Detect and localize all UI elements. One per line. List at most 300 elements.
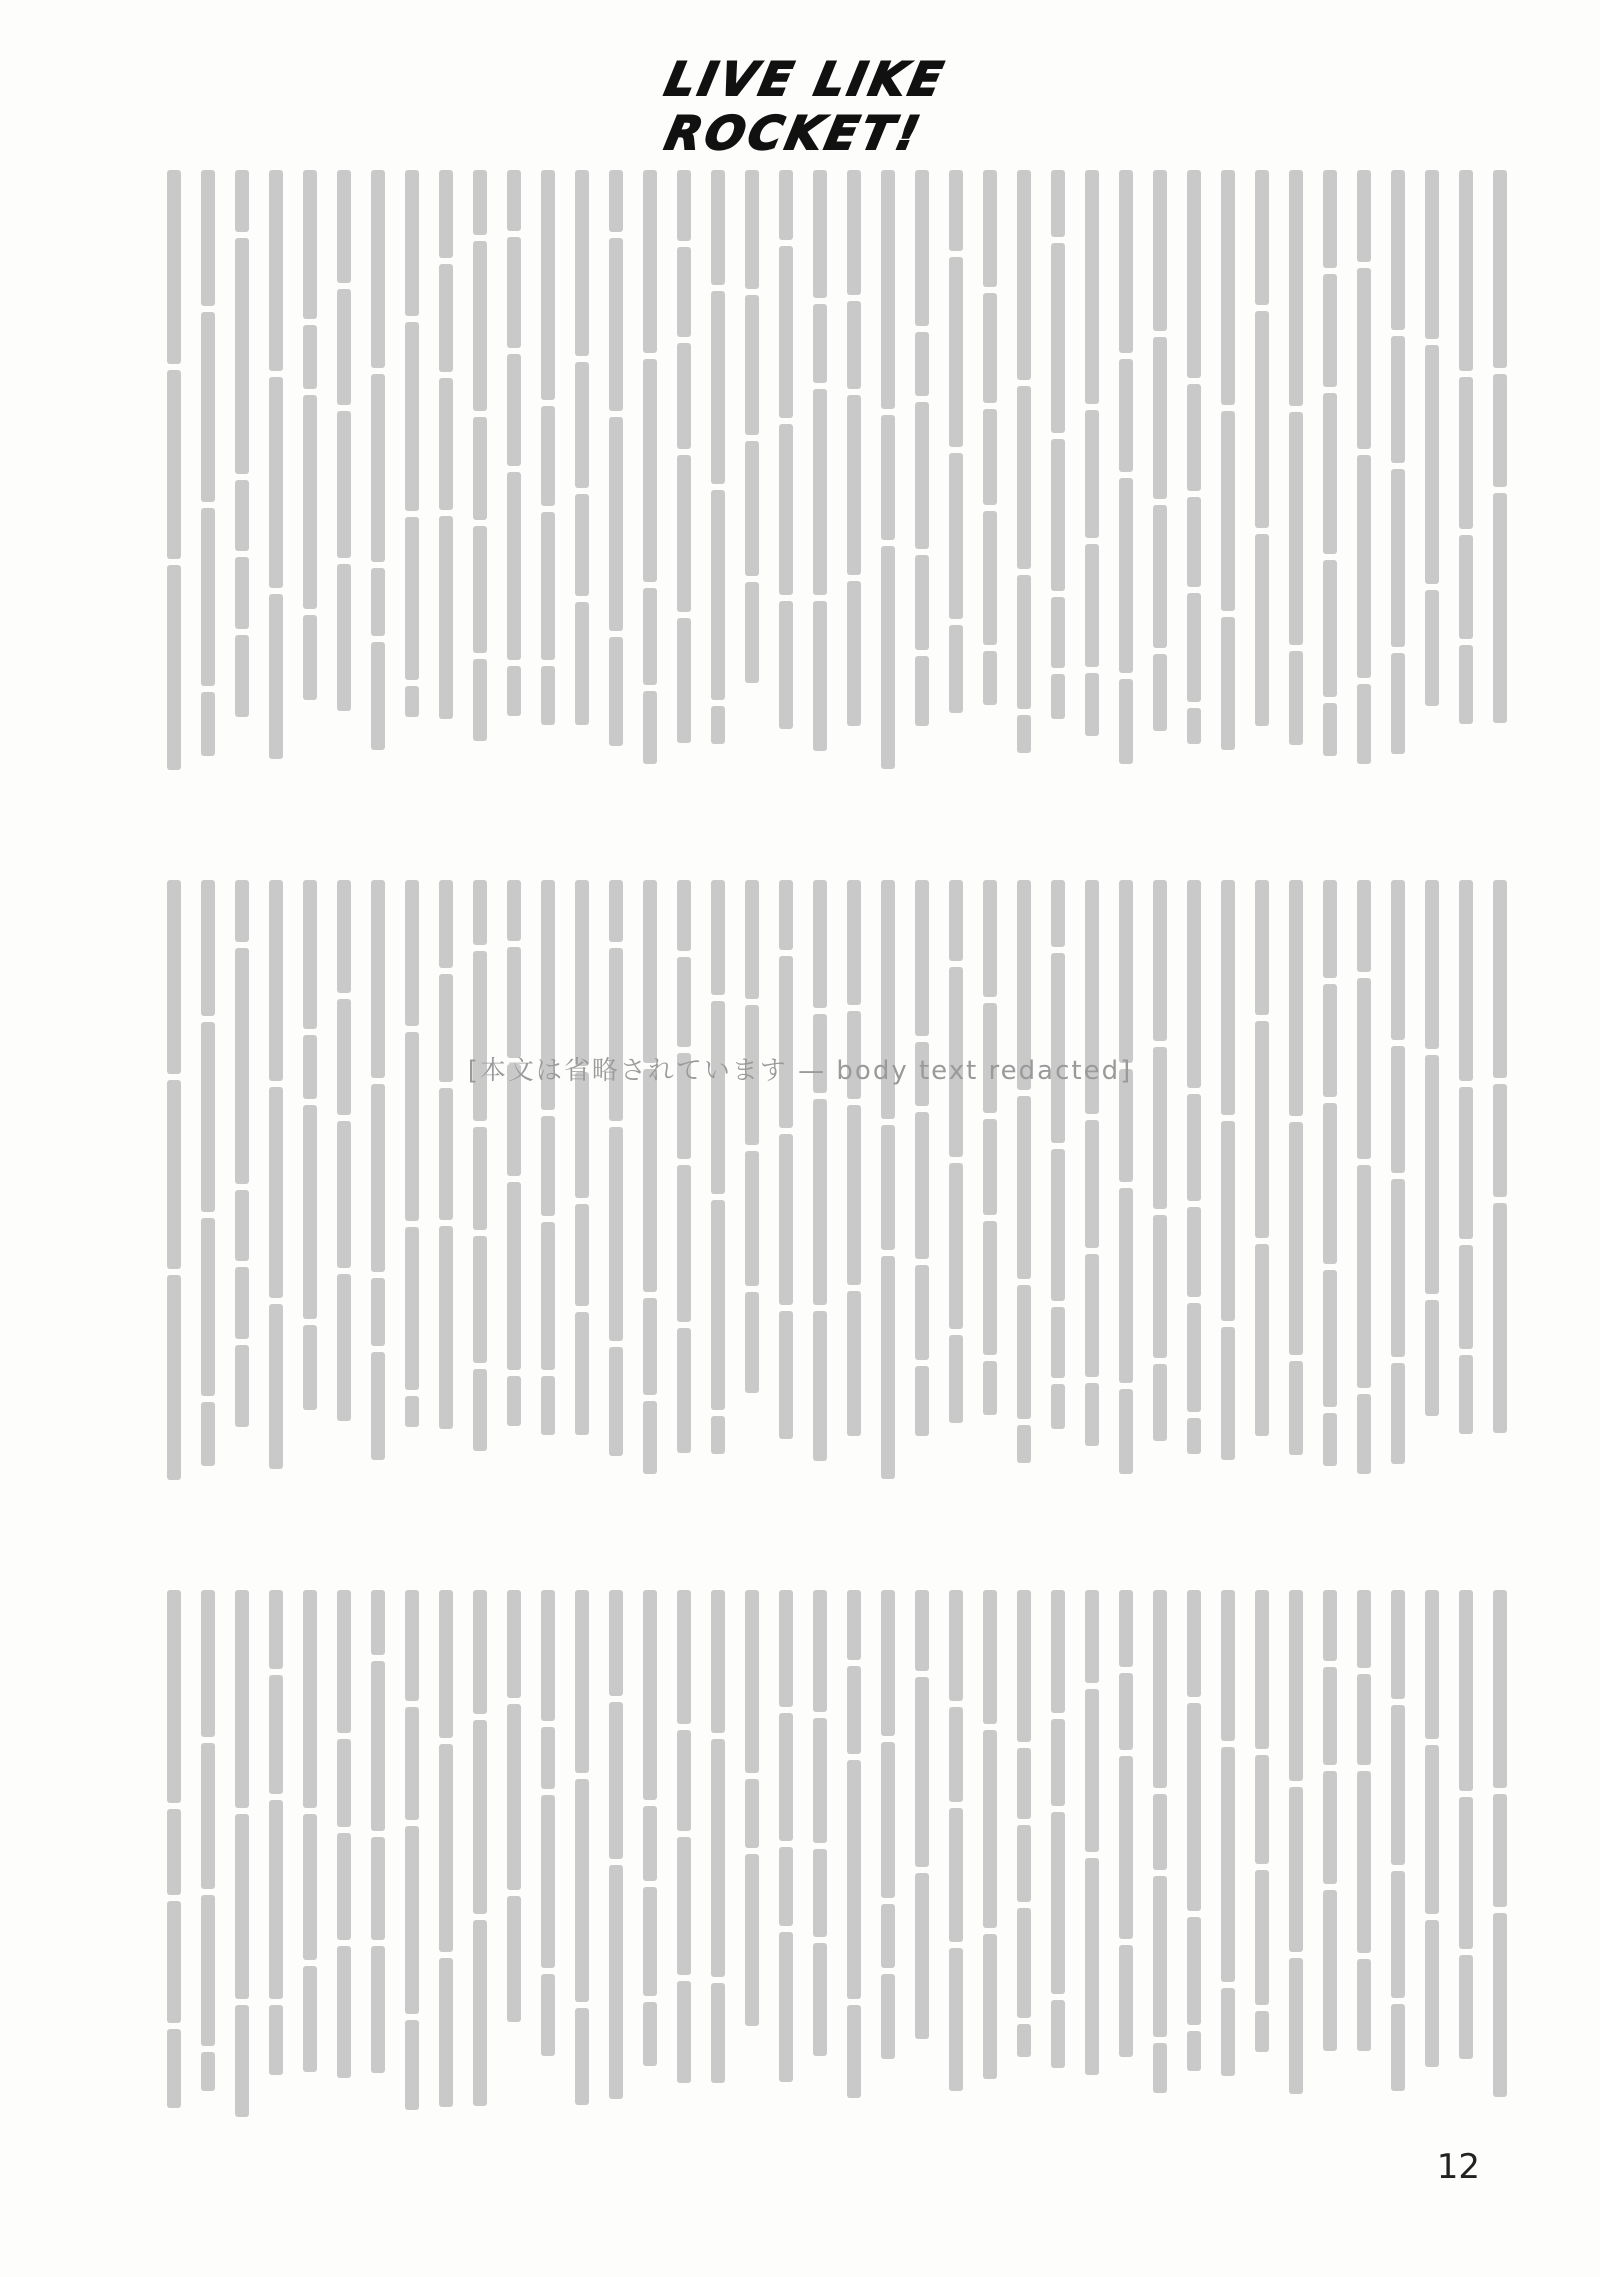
redacted-text-segment [575,602,589,726]
redacted-text-segment [1187,1590,1201,1697]
redacted-text-column [1320,1590,1340,2150]
redacted-text-segment [1323,274,1337,387]
redacted-text-segment [303,395,317,608]
redacted-text-segment [1391,653,1405,753]
redacted-text-segment [575,1590,589,1773]
redacted-text-segment [1357,1394,1371,1474]
redacted-text-column [402,170,422,810]
redacted-text-segment [711,1001,725,1194]
redacted-text-column [1286,880,1306,1520]
redacted-text-segment [745,1590,759,1773]
redacted-text-column [1082,170,1102,810]
redacted-text-segment [541,1590,555,1721]
redacted-text-segment [1425,170,1439,339]
redacted-text-segment [1425,1745,1439,1914]
redacted-text-segment [1153,654,1167,731]
redacted-text-segment [541,666,555,725]
redacted-text-segment [1493,170,1507,368]
redacted-text-segment [1493,493,1507,723]
redacted-text-segment [915,1366,929,1436]
redacted-text-segment [847,395,861,575]
redacted-text-segment [575,170,589,356]
redacted-text-segment [1493,1794,1507,1907]
redacted-text-segment [1459,535,1473,639]
redacted-text-segment [337,1590,351,1733]
redacted-text-segment [711,490,725,700]
redacted-text-segment [983,293,997,404]
redacted-text-column [402,880,422,1520]
redacted-text-segment [235,880,249,942]
redacted-text-segment [1323,703,1337,756]
redacted-text-segment [1051,439,1065,591]
redacted-text-segment [1051,1149,1065,1301]
redacted-text-column [1422,170,1442,810]
redacted-text-segment [1221,1747,1235,1982]
redacted-text-segment [847,301,861,389]
redacted-text-column [674,170,694,810]
redacted-text-column [980,1590,1000,2150]
redacted-text-segment [1017,386,1031,569]
redacted-text-segment [1357,1959,1371,2051]
redacted-text-segment [541,1376,555,1435]
redacted-text-column [232,880,252,1520]
redacted-text-column [742,170,762,810]
redacted-text-segment [1493,1203,1507,1433]
redacted-text-column [946,170,966,810]
redacted-text-segment [235,480,249,550]
redacted-text-segment [1255,880,1269,1015]
redacted-text-segment [1119,880,1133,1063]
redacted-text-column [504,1590,524,2150]
redacted-text-segment [1119,1756,1133,1939]
redacted-text-segment [745,1854,759,2026]
redacted-text-segment [1221,617,1235,749]
redacted-text-segment [337,1739,351,1827]
redacted-text-segment [1289,1787,1303,1952]
redacted-text-segment [915,1112,929,1259]
redacted-text-segment [269,1304,283,1469]
redacted-text-column [1422,1590,1442,2150]
redacted-text-column [980,880,1000,1520]
redacted-text-segment [1357,1165,1371,1388]
redacted-text-segment [269,377,283,588]
redacted-text-segment [269,594,283,759]
redacted-text-segment [949,880,963,961]
redacted-text-segment [915,880,929,1036]
redacted-text-segment [473,417,487,520]
redacted-text-segment [779,246,793,418]
redacted-text-segment [983,1934,997,2079]
redacted-text-segment [439,264,453,372]
redacted-text-segment [643,1069,657,1291]
redacted-text-segment [983,1730,997,1928]
redacted-text-column [1116,1590,1136,2150]
redacted-text-segment [813,1590,827,1712]
redacted-text-segment [949,170,963,251]
redacted-text-column [1014,170,1034,810]
redacted-text-segment [847,880,861,1005]
redacted-text-segment [473,659,487,741]
redacted-text-column [470,170,490,810]
redacted-text-segment [881,1742,895,1898]
redacted-text-segment [643,1590,657,1800]
redacted-text-segment [1391,1871,1405,1998]
redacted-text-segment [779,170,793,240]
redacted-text-segment [711,880,725,995]
redacted-text-segment [813,1943,827,2055]
redacted-text-segment [745,582,759,683]
redacted-text-segment [1357,1674,1371,1766]
redacted-text-column [1252,170,1272,810]
redacted-text-column [1320,170,1340,810]
redacted-text-segment [269,1590,283,1669]
redacted-text-segment [1119,1945,1133,2058]
redacted-text-segment [1323,1667,1337,1765]
redacted-text-column [368,880,388,1520]
redacted-text-segment [1391,170,1405,330]
redacted-text-segment [1357,1771,1371,1953]
redacted-text-column [1320,880,1340,1520]
redacted-text-column [436,880,456,1520]
redacted-text-segment [881,1590,895,1736]
redacted-text-segment [1085,1120,1099,1248]
redacted-text-segment [1289,1361,1303,1455]
redacted-text-column [776,170,796,810]
redacted-text-segment [473,1236,487,1363]
redacted-text-segment [201,1590,215,1737]
redacted-text-segment [813,170,827,298]
redacted-text-segment [609,948,623,1121]
redacted-text-segment [711,1983,725,2083]
redacted-text-segment [1289,170,1303,406]
redacted-text-column [708,170,728,810]
redacted-text-segment [541,406,555,506]
redacted-text-segment [1323,170,1337,268]
redacted-text-column [436,170,456,810]
redacted-text-segment [439,516,453,720]
redacted-text-segment [745,170,759,289]
redacted-text-segment [643,359,657,581]
redacted-text-segment [1153,2043,1167,2094]
redacted-text-segment [1051,1307,1065,1378]
redacted-text-segment [473,1720,487,1914]
redacted-text-segment [1017,2024,1031,2057]
redacted-text-column [1014,1590,1034,2150]
redacted-text-segment [439,1088,453,1220]
redacted-text-segment [677,957,691,1046]
redacted-text-column [844,170,864,810]
redacted-text-segment [1255,1244,1269,1437]
redacted-text-segment [1119,1673,1133,1749]
redacted-text-segment [201,170,215,306]
redacted-text-segment [1357,170,1371,262]
redacted-text-segment [779,1847,793,1926]
redacted-text-segment [1085,1383,1099,1446]
redacted-text-segment [609,1347,623,1456]
redacted-text-segment [1459,1087,1473,1240]
redacted-text-segment [1391,1705,1405,1865]
redacted-text-segment [609,637,623,746]
redacted-text-segment [1493,374,1507,487]
redacted-text-column [368,170,388,810]
redacted-text-segment [575,1204,589,1306]
redacted-text-segment [711,1739,725,1977]
redacted-text-segment [541,1974,555,2055]
redacted-text-segment [915,402,929,549]
redacted-text-segment [1187,1703,1201,1911]
redacted-text-column [776,880,796,1520]
redacted-text-segment [1085,170,1099,404]
redacted-text-segment [1051,1590,1065,1713]
redacted-text-column [334,1590,354,2150]
redacted-text-column [810,170,830,810]
redacted-text-column [1422,880,1442,1520]
redacted-text-segment [643,1806,657,1881]
redacted-text-segment [949,257,963,447]
redacted-text-segment [1221,1121,1235,1321]
redacted-text-segment [473,1920,487,2106]
redacted-text-segment [609,238,623,411]
redacted-text-segment [541,512,555,660]
redacted-text-segment [473,1590,487,1714]
redacted-text-segment [677,1590,691,1724]
redacted-text-segment [1255,534,1269,727]
redacted-text-column [470,880,490,1520]
redacted-text-segment [1493,1913,1507,2098]
redaction-note: [本文は省略されています — body text redacted] [467,1056,1133,1086]
text-band-1 [90,170,1510,810]
redacted-text-column [980,170,1000,810]
redacted-text-segment [1323,1270,1337,1407]
redacted-text-segment [949,1948,963,2091]
redacted-text-segment [473,526,487,653]
redacted-text-segment [677,618,691,743]
redacted-text-segment [337,1833,351,1941]
redacted-text-segment [949,1163,963,1329]
redacted-text-segment [1425,1590,1439,1739]
redacted-text-segment [1187,1207,1201,1296]
redacted-text-column [164,880,184,1520]
redacted-text-segment [575,1779,589,2001]
redacted-text-column [606,1590,626,2150]
redacted-text-segment [1357,880,1371,972]
text-band-3 [90,1590,1510,2150]
redacted-text-segment [1221,411,1235,611]
redacted-text-column [1456,170,1476,810]
redacted-text-segment [1017,1285,1031,1419]
redacted-text-segment [609,1865,623,2099]
redacted-text-segment [609,417,623,631]
redacted-text-column [1286,1590,1306,2150]
redacted-text-segment [915,332,929,396]
redacted-text-segment [677,1730,691,1831]
redacted-text-column [1490,1590,1510,2150]
redacted-text-segment [1425,1300,1439,1416]
redacted-text-segment [949,1707,963,1803]
redacted-text-segment [881,546,895,769]
redacted-text-segment [983,1361,997,1415]
redacted-text-segment [643,170,657,353]
redacted-text-segment [575,880,589,1066]
redacted-text-segment [1357,268,1371,450]
redacted-text-segment [1425,880,1439,1049]
redacted-text-segment [541,1727,555,1789]
redacted-text-segment [235,1267,249,1339]
redacted-text-segment [643,1298,657,1395]
redacted-text-segment [847,2005,861,2099]
redacted-text-segment [167,1901,181,2023]
redacted-text-column [912,170,932,810]
redacted-text-segment [507,1896,521,2022]
redacted-text-segment [1051,2000,1065,2067]
redacted-text-segment [677,880,691,951]
redacted-text-column [334,170,354,810]
redacted-text-segment [405,322,419,511]
redacted-text-segment [677,1328,691,1453]
redacted-text-column [164,1590,184,2150]
redacted-text-segment [1255,170,1269,305]
redacted-text-segment [1187,1303,1201,1413]
redacted-text-segment [507,472,521,660]
redacted-text-segment [1153,505,1167,647]
redacted-text-segment [405,170,419,316]
redacted-text-segment [235,170,249,232]
redacted-text-segment [711,1416,725,1454]
redacted-text-segment [371,1590,385,1655]
redacted-text-segment [541,1795,555,1968]
redacted-text-segment [235,635,249,718]
redacted-text-segment [1119,478,1133,673]
redacted-text-segment [1391,1363,1405,1463]
redacted-text-column [1456,1590,1476,2150]
redacted-text-segment [1221,1327,1235,1459]
redacted-text-segment [915,170,929,326]
redacted-text-segment [711,291,725,484]
redacted-text-segment [847,1760,861,1999]
redacted-text-segment [1255,1870,1269,2005]
redacted-text-column [878,1590,898,2150]
redacted-text-segment [439,1226,453,1430]
redacted-text-segment [405,517,419,681]
redacted-text-segment [439,880,453,968]
redacted-text-segment [473,1369,487,1451]
redacted-text-segment [1187,708,1201,744]
redacted-text-column [1048,1590,1068,2150]
redacted-text-column [1388,170,1408,810]
redacted-text-segment [167,2029,181,2108]
redacted-text-segment [1255,2011,1269,2052]
redacted-text-segment [949,625,963,713]
redacted-text-segment [1425,1055,1439,1294]
redacted-text-segment [813,1718,827,1843]
redacted-text-segment [1119,1590,1133,1667]
redacted-text-column [912,880,932,1520]
redacted-text-segment [201,1402,215,1466]
redacted-text-segment [881,1256,895,1479]
redacted-text-segment [303,1814,317,1960]
redacted-text-segment [1017,1908,1031,2019]
redacted-text-column [640,1590,660,2150]
redacted-text-segment [371,1084,385,1271]
redacted-text-column [946,880,966,1520]
redacted-text-segment [1051,674,1065,719]
redacted-text-segment [405,1707,419,1820]
redacted-text-segment [575,494,589,596]
redacted-text-segment [1051,1384,1065,1429]
redacted-text-segment [1153,337,1167,499]
redacted-text-column [232,1590,252,2150]
redacted-text-segment [201,1218,215,1396]
redacted-text-segment [405,880,419,1026]
redacted-text-column [606,170,626,810]
redacted-text-column [538,1590,558,2150]
redacted-text-segment [1187,170,1201,378]
redacted-text-column [402,1590,422,2150]
redacted-text-segment [371,1278,385,1346]
redacted-text-segment [983,1119,997,1215]
redacted-text-segment [881,1974,895,2059]
redacted-text-column [878,170,898,810]
redacted-text-segment [1017,170,1031,380]
redacted-text-segment [779,1134,793,1305]
redacted-text-column [1354,1590,1374,2150]
redacted-text-segment [1323,1890,1337,2051]
redacted-text-segment [813,601,827,751]
redacted-text-segment [779,880,793,950]
redacted-text-segment [779,1311,793,1440]
redacted-text-column [572,1590,592,2150]
redacted-text-segment [1221,1988,1235,2076]
redacted-text-segment [507,1590,521,1698]
redacted-text-column [1490,880,1510,1520]
redacted-text-segment [643,2002,657,2065]
redacted-text-segment [473,880,487,945]
redacted-text-segment [201,2052,215,2091]
redacted-text-segment [1459,1797,1473,1950]
redacted-text-segment [983,1221,997,1355]
redacted-text-segment [1493,1590,1507,1788]
redacted-text-segment [949,1335,963,1423]
redacted-text-column [1252,880,1272,1520]
redacted-text-segment [1085,1689,1099,1852]
redacted-text-segment [575,1312,589,1436]
redacted-text-segment [779,601,793,730]
redacted-text-segment [269,170,283,371]
redacted-text-segment [1085,1858,1099,2074]
redacted-text-segment [847,1291,861,1436]
redacted-text-segment [745,880,759,999]
redacted-text-segment [813,1849,827,1937]
redacted-text-segment [1017,575,1031,709]
redacted-text-segment [1119,679,1133,764]
redacted-text-segment [1017,715,1031,753]
redacted-text-column [810,1590,830,2150]
redacted-text-column [1116,170,1136,810]
redacted-text-segment [167,370,181,559]
redacted-text-segment [337,1121,351,1268]
redacted-text-segment [813,304,827,383]
redacted-text-segment [983,511,997,645]
redacted-text-column [1048,880,1068,1520]
redacted-text-segment [1017,1096,1031,1279]
redacted-text-segment [507,1376,521,1426]
redacted-text-segment [1119,359,1133,472]
redacted-text-segment [677,455,691,613]
redacted-text-segment [1255,1590,1269,1749]
redacted-text-segment [609,1127,623,1341]
redacted-text-segment [473,951,487,1121]
redacted-text-segment [745,441,759,575]
